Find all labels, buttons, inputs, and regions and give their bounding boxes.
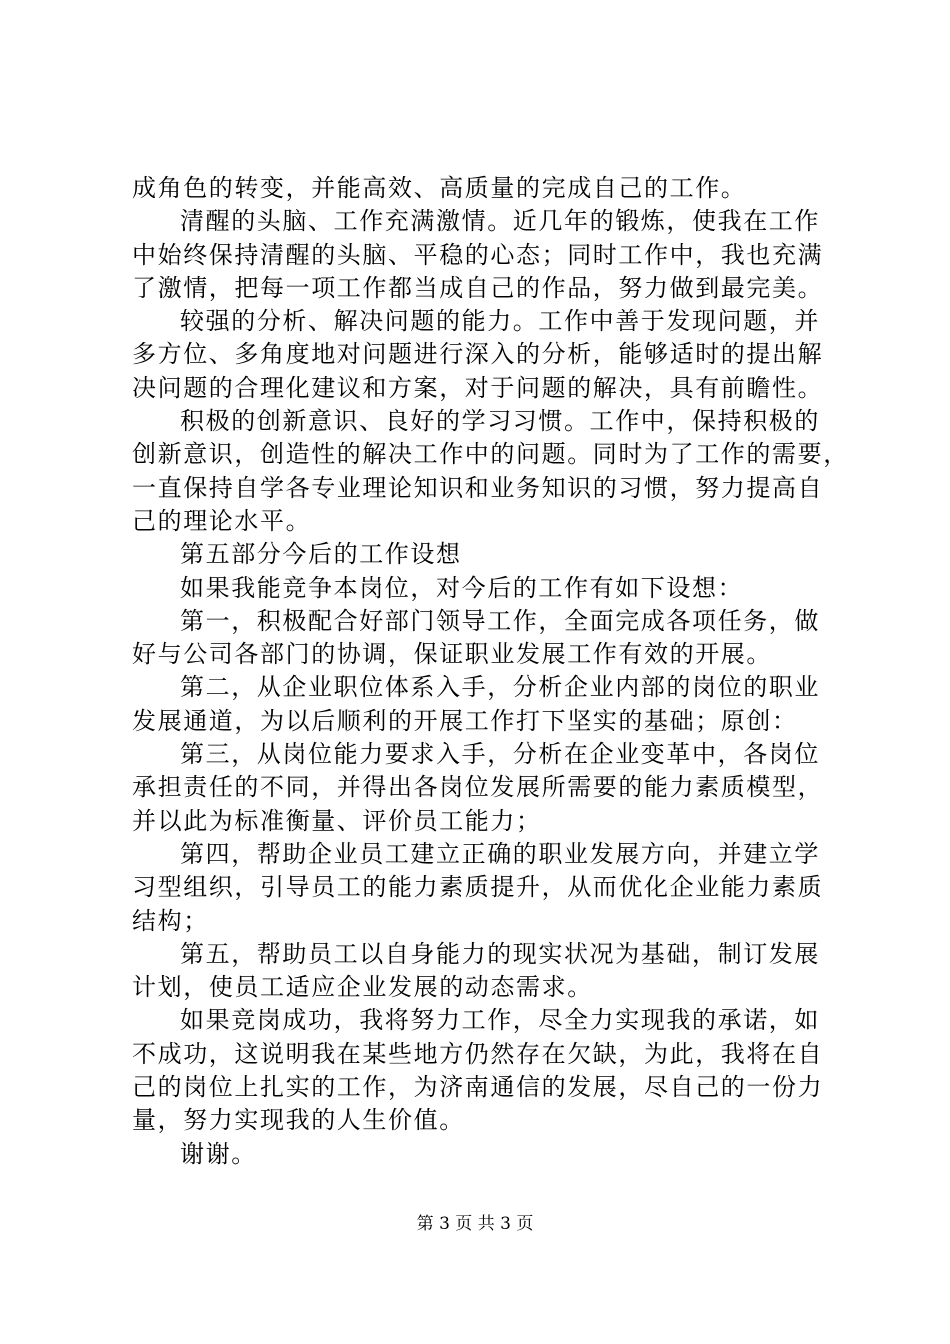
- text-line: 较强的分析、解决问题的能力。工作中善于发现问题，并: [180, 307, 820, 336]
- text-line: 第一，积极配合好部门领导工作，全面完成各项任务，做: [180, 606, 820, 635]
- text-line: 第五，帮助员工以自身能力的现实状况为基础，制订发展: [180, 939, 820, 968]
- text-line: 计划，使员工适应企业发展的动态需求。: [132, 973, 593, 1002]
- text-line: 如果竞岗成功，我将努力工作，尽全力实现我的承诺，如: [180, 1006, 820, 1035]
- text-line: 不成功，这说明我在某些地方仍然存在欠缺，为此，我将在自: [132, 1039, 824, 1068]
- text-line: 决问题的合理化建议和方案，对于问题的解决，具有前瞻性。: [132, 373, 824, 402]
- text-line: 一直保持自学各专业理论知识和业务知识的习惯，努力提高自: [132, 473, 824, 502]
- text-line: 创新意识，创造性的解决工作中的问题。同时为了工作的需要，: [132, 440, 849, 469]
- text-line: 积极的创新意识、良好的学习习惯。工作中，保持积极的: [180, 407, 820, 436]
- text-line: 习型组织，引导员工的能力素质提升，从而优化企业能力素质: [132, 873, 824, 902]
- text-line: 如果我能竞争本岗位，对今后的工作有如下设想：: [180, 573, 744, 602]
- text-line: 第三，从岗位能力要求入手，分析在企业变革中，各岗位: [180, 740, 820, 769]
- text-line: 第二，从企业职位体系入手，分析企业内部的岗位的职业: [180, 673, 820, 702]
- page-footer: 第 3 页 共 3 页: [416, 1214, 534, 1234]
- text-line: 中始终保持清醒的头脑、平稳的心态；同时工作中，我也充满: [132, 240, 824, 269]
- text-line: 己的岗位上扎实的工作，为济南通信的发展，尽自己的一份力: [132, 1073, 824, 1102]
- text-line: 第五部分今后的工作设想: [180, 540, 462, 569]
- text-line: 好与公司各部门的协调，保证职业发展工作有效的开展。: [132, 640, 772, 669]
- text-line: 成角色的转变，并能高效、高质量的完成自己的工作。: [132, 174, 747, 202]
- text-line: 第四，帮助企业员工建立正确的职业发展方向，并建立学: [180, 839, 820, 868]
- text-line: 己的理论水平。: [132, 506, 312, 535]
- text-line: 多方位、多角度地对问题进行深入的分析，能够适时的提出解: [132, 340, 824, 369]
- text-line: 谢谢。: [180, 1139, 257, 1168]
- text-line: 发展通道，为以后顺利的开展工作打下坚实的基础；原创：: [132, 706, 798, 735]
- text-line: 了激情，把每一项工作都当成自己的作品，努力做到最完美。: [132, 273, 824, 302]
- text-line: 结构；: [132, 906, 209, 935]
- document-body: [132, 172, 849, 1171]
- text-line: 清醒的头脑、工作充满激情。近几年的锻炼，使我在工作: [180, 207, 820, 236]
- text-line: 量，努力实现我的人生价值。: [132, 1106, 465, 1135]
- text-line: 并以此为标准衡量、评价员工能力；: [132, 806, 542, 835]
- text-line: 承担责任的不同，并得出各岗位发展所需要的能力素质模型，: [132, 773, 824, 802]
